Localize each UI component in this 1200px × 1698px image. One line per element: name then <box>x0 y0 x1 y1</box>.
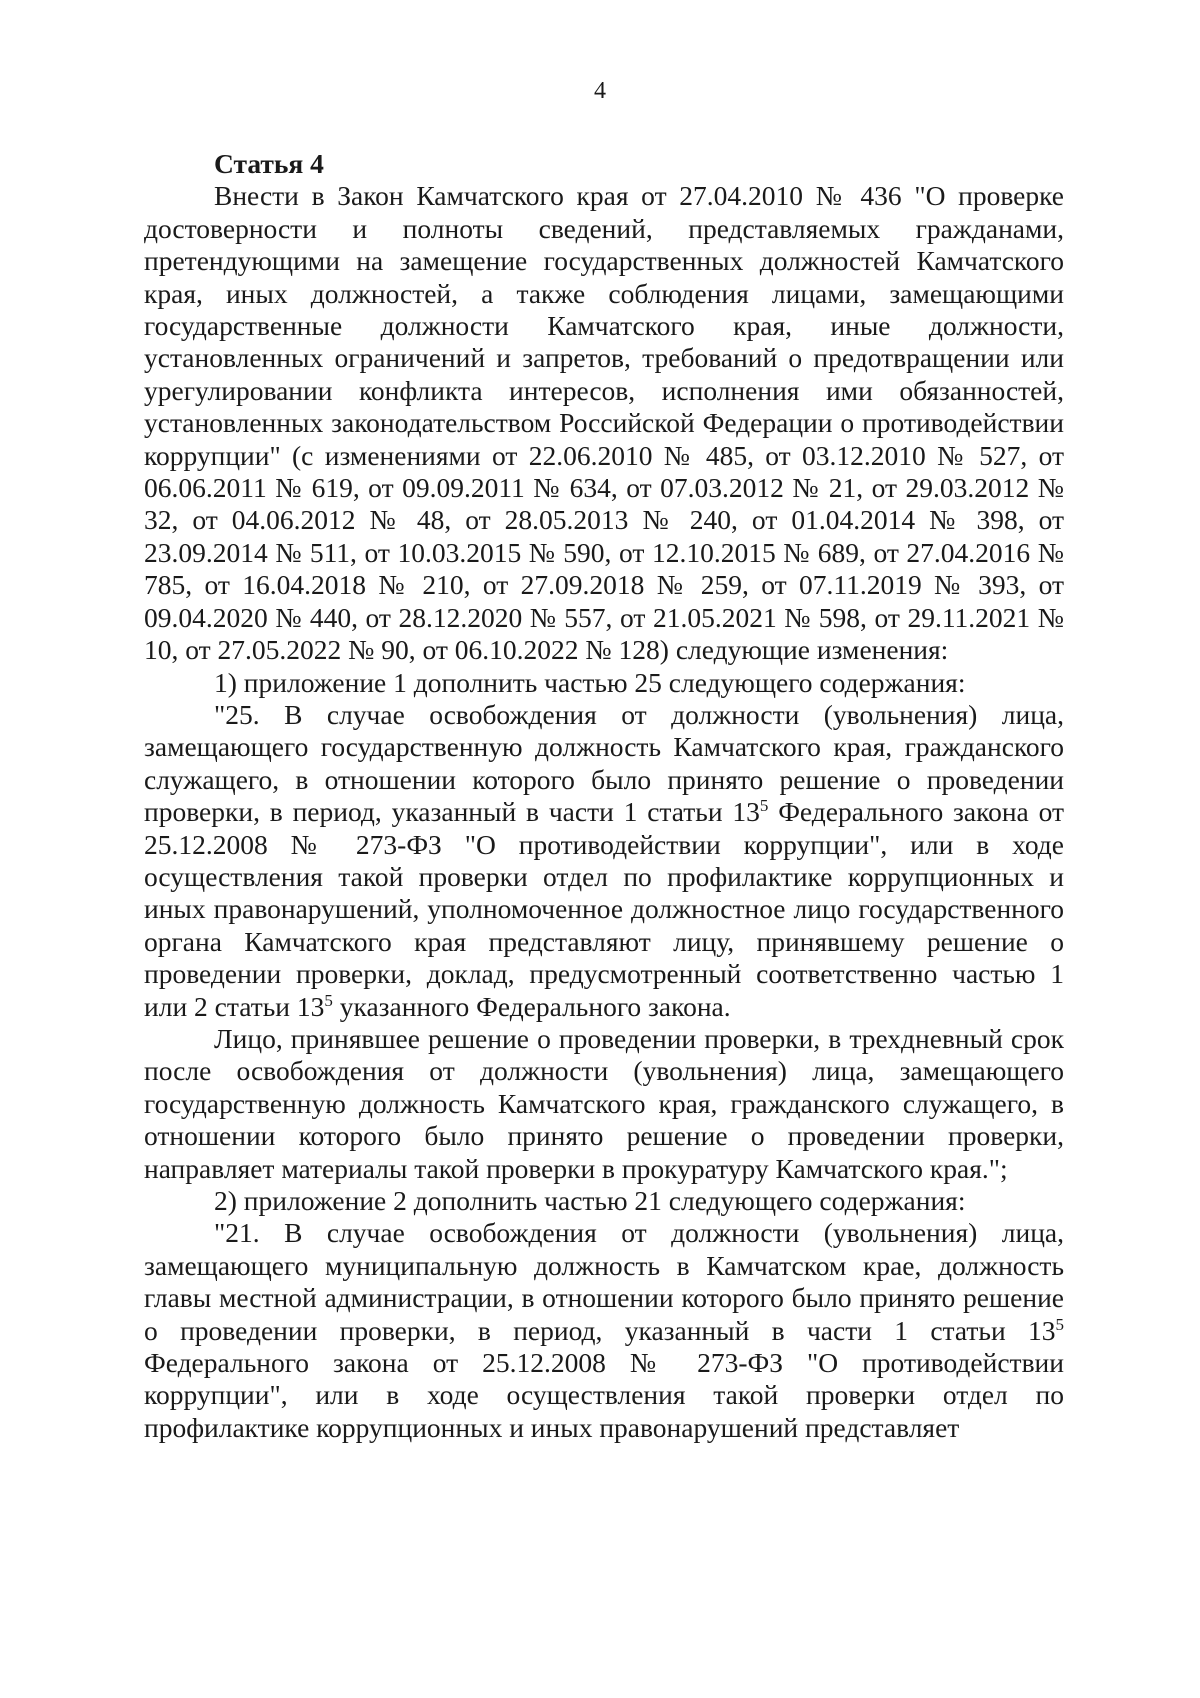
document-body <box>144 148 1064 1444</box>
part-25-superscript-a: 5 <box>759 796 769 816</box>
part-25-text-c: указанного Федерального закона. <box>332 990 731 1022</box>
amendment-intro-paragraph: Внести в Закон Камчатского края от 27.04.2010 № 436 "О проверке достоверности и полноты сведений, представляемых гражданами, претендующими на замещение государственных должностей Камчатского края, иных должностей, а также соблюдения лицами, замещающими государственные должности Камчатского края, иные должности, установленных ограничений и запретов, требований о предотвращении или урегулировании конфликта интересов, исполнения ими обязанностей, установленных законодательством Российской Федерации о противодействии коррупции" (с изменениями от 22.06.2010 № 485, от 03.12.2010 № 527, от 06.06.2011 № 619, от 09.09.2011 № 634, от 07.03.2012 № 21, от 29.03.2012 № 32, от 04.06.2012 № 48, от 28.05.2013 № 240, от 01.04.2014 № 398, от 23.09.2014 № 511, от 10.03.2015 № 590, от 12.10.2015 № 689, от 27.04.2016 № 785, от 16.04.2018 № 210, от 27.09.2018 № 259, от 07.11.2019 № 393, от 09.04.2020 № 440, от 28.12.2020 № 557, от 21.05.2021 № 598, от 29.11.2021 № 10, от 27.05.2022 № 90, от 06.10.2022 № 128) следующие изменения: <box>144 180 1064 666</box>
item-1-paragraph: 1) приложение 1 дополнить частью 25 следующего содержания: <box>214 666 966 698</box>
part-25-superscript-b: 5 <box>324 990 333 1010</box>
page-number: 4 <box>594 78 606 104</box>
article-heading: Статья 4 <box>214 148 324 179</box>
part-25-paragraph <box>144 699 1064 1023</box>
part-21-paragraph <box>144 1217 1064 1444</box>
item-2-paragraph: 2) приложение 2 дополнить частью 21 следующего содержания: <box>214 1185 966 1216</box>
part-25-second-paragraph: Лицо, принявшее решение о проведении проверки, в трехдневный срок после освобождения от должности (увольнения) лица, замещающего государственную должность Камчатского края, гражданского служащего, в отношении которого было принято решение о проведении проверки, направляет материалы такой проверки в прокуратуру Камчатского края."; <box>144 1022 1064 1184</box>
part-21-text-a: "21. В случае освобождения от должности (увольнения) лица, замещающего муниципальную должность в Камчатском крае, должность главы местной администрации, в отношении которого было принято решение о проведении проверки, в период, указанный в части 1 статьи 13 <box>144 1217 1064 1346</box>
part-25-text-b: Федерального закона от 25.12.2008 № 273-ФЗ "О противодействии коррупции", или в ходе осуществления такой проверки отдел по профилактике коррупционных и иных правонарушений, уполномоченное должностное лицо государственного органа Камчатского края представляют лицу, принявшему решение о проведении проверки, доклад, предусмотренный соответственно частью 1 или 2 статьи 13 <box>144 796 1064 1022</box>
part-25-text-a: "25. В случае освобождения от должности (увольнения) лица, замещающего государственную должность Камчатского края, гражданского служащего, в отношении которого было принято решение о проведении проверки, в период, указанный в части 1 статьи 13 <box>144 698 1064 828</box>
part-21-superscript-a: 5 <box>1055 1314 1064 1334</box>
part-21-text-b: Федерального закона от 25.12.2008 № 273-ФЗ "О противодействии коррупции", или в ходе осуществления такой проверки отдел по профилактике коррупционных и иных правонарушений представляет <box>144 1347 1064 1443</box>
